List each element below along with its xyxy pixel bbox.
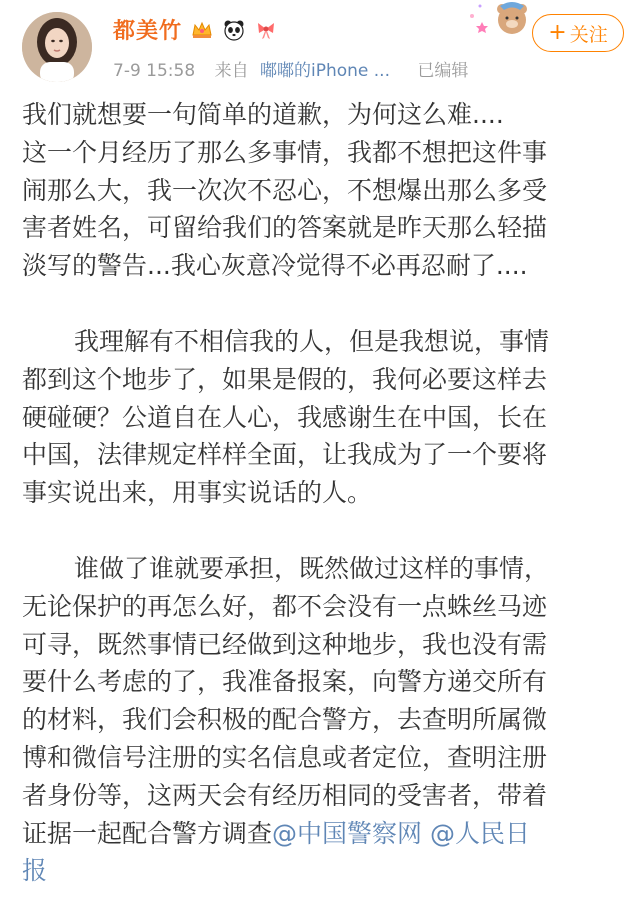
follow-label: 关注 (569, 23, 608, 46)
paragraph-gap (22, 512, 622, 550)
post-time: 7-9 15:58 (113, 61, 196, 81)
mention-link-continuation[interactable]: 报 (22, 856, 48, 886)
username[interactable]: 都美竹 (113, 19, 183, 44)
text-line: 博和微信号注册的实名信息或者定位，查明注册 (22, 742, 548, 772)
post-meta (113, 56, 468, 81)
paragraph-1 (22, 96, 622, 285)
text-line: 可寻，既然事情已经做到这种地步，我也没有需 (22, 629, 548, 659)
text-line: 都到这个地步了，如果是假的，我何必要这样去 (22, 364, 548, 394)
mention-link[interactable]: @人民日 (429, 818, 530, 848)
post-source[interactable]: 嘟嘟的iPhone ... (259, 61, 390, 81)
paragraph-2 (22, 323, 622, 512)
text-line (22, 815, 622, 853)
text-line: 事实说出来，用事实说话的人。 (22, 478, 373, 508)
text-line (22, 852, 622, 890)
text-line: 的材料，我们会积极的配合警方，去查明所属微 (22, 705, 548, 735)
mention-link[interactable]: @中国警察网 (272, 818, 423, 848)
author-row (113, 14, 278, 45)
text-line: 闹那么大，我一次次不忍心，不想爆出那么多受 (22, 175, 548, 205)
edited-label[interactable]: 已编辑 (417, 61, 469, 81)
text-line: 我们就想要一句简单的道歉，为何这么难.... (22, 100, 504, 129)
avatar[interactable] (22, 12, 92, 82)
paragraph-3 (22, 550, 622, 890)
panda-icon[interactable] (222, 18, 246, 42)
text-line: 谁做了谁就要承担，既然做过这样的事情， (74, 553, 550, 583)
text-line: 我理解有不相信我的人，但是我想说，事情 (74, 326, 550, 356)
text-line: 害者姓名，可留给我们的答案就是昨天那么轻描 (22, 213, 548, 243)
crown-icon[interactable] (190, 18, 214, 42)
source-prefix: 来自 (214, 61, 249, 81)
bear-decoration-icon (462, 0, 542, 42)
follow-button[interactable] (532, 14, 624, 52)
text-line: 淡写的警告...我心灰意冷觉得不必再忍耐了.... (22, 251, 528, 281)
ribbon-icon[interactable] (254, 18, 278, 42)
text-line: 这一个月经历了那么多事情，我都不想把这件事 (22, 137, 548, 167)
text-line: 者身份等，这两天会有经历相同的受害者，带着 (22, 780, 548, 810)
text-line: 硬碰硬？公道自在人心，我感谢生在中国，长在 (22, 402, 548, 432)
text-line: 要什么考虑的了，我准备报案，向警方递交所有 (22, 667, 548, 697)
post-header (0, 0, 640, 92)
text-line: 无论保护的再怎么好，都不会没有一点蛛丝马迹 (22, 591, 548, 621)
paragraph-gap (22, 285, 622, 323)
post-body (22, 96, 622, 890)
text-segment: 证据一起配合警方调查 (22, 818, 273, 848)
text-line: 中国，法律规定样样全面，让我成为了一个要将 (22, 440, 548, 470)
plus-icon: + (548, 20, 567, 45)
